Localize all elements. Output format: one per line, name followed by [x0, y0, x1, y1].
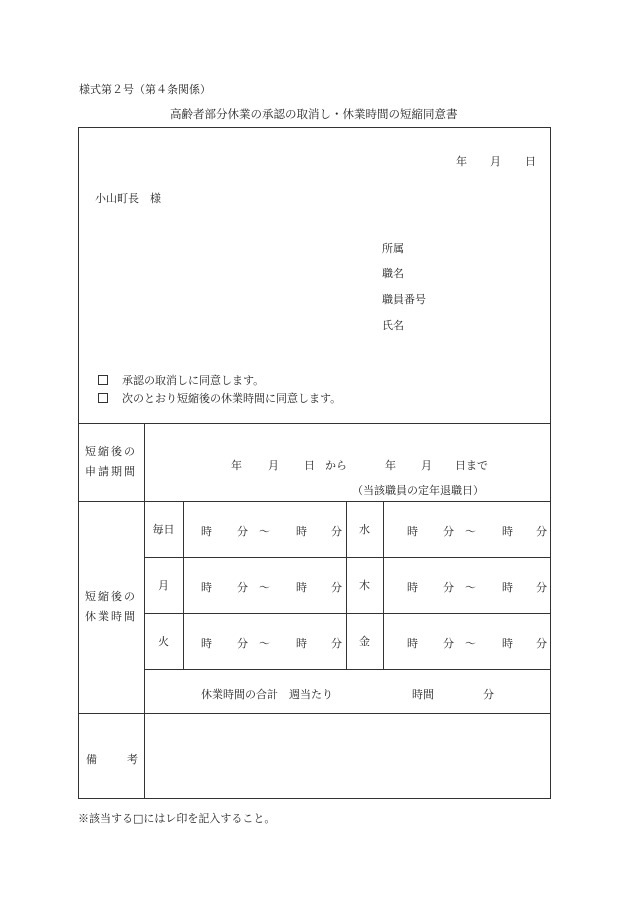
field-position: 職名: [382, 267, 404, 280]
end-day: 日まで: [455, 459, 488, 472]
option-shorten-label: 次のとおり短縮後の休業時間に同意します。: [122, 392, 342, 405]
end-year: 年: [385, 459, 396, 472]
time-minute: 分: [443, 525, 454, 538]
time-hour: 時: [502, 637, 513, 650]
time-minute: 分: [331, 525, 342, 538]
hours-label-line1: 短縮後の: [85, 590, 137, 603]
time-tilde: ～: [259, 525, 270, 538]
remarks-label-1: 備: [86, 753, 97, 766]
time-minute: 分: [237, 637, 248, 650]
hours-label-line2: 休業時間: [85, 610, 137, 623]
day-cell-left: 火: [158, 635, 169, 648]
weekly-total-label: 休業時間の合計 週当たり: [201, 688, 333, 701]
day-cell-left: 月: [158, 579, 169, 592]
time-tilde: ～: [465, 581, 476, 594]
start-month: 月: [268, 459, 279, 472]
option-cancel: [98, 372, 264, 388]
time-tilde: ～: [465, 525, 476, 538]
day-cell-right: 金: [359, 635, 370, 648]
time-tilde: ～: [259, 637, 270, 650]
date-month-label: 月: [490, 155, 501, 168]
time-hour: 時: [502, 525, 513, 538]
field-affiliation: 所属: [382, 242, 404, 255]
document-title: 高齢者部分休業の承認の取消し・休業時間の短縮同意書: [170, 107, 458, 121]
divider: [383, 501, 384, 669]
time-hour: 時: [407, 525, 418, 538]
time-minute: 分: [237, 525, 248, 538]
time-minute: 分: [536, 525, 547, 538]
time-minute: 分: [536, 581, 547, 594]
option-cancel-label: 承認の取消しに同意します。: [122, 374, 265, 387]
time-hour: 時: [201, 581, 212, 594]
time-minute: 分: [443, 581, 454, 594]
day-cell-right: 木: [359, 579, 370, 592]
period-label-line1: 短縮後の: [85, 445, 137, 458]
retirement-note: （当該職員の定年退職日）: [352, 484, 484, 497]
checkbox-shorten[interactable]: [98, 393, 108, 403]
option-shorten: [98, 390, 341, 406]
period-label: [78, 423, 144, 501]
time-hour: 時: [296, 525, 307, 538]
divider: [78, 423, 551, 424]
time-hour: 時: [296, 637, 307, 650]
form-number: 様式第２号（第４条関係）: [79, 83, 211, 96]
start-suffix: から: [325, 459, 347, 472]
date-year-label: 年: [456, 155, 467, 168]
divider: [78, 713, 551, 714]
start-day: 日: [304, 459, 315, 472]
time-hour: 時: [201, 525, 212, 538]
divider: [183, 501, 184, 669]
start-year: 年: [231, 459, 242, 472]
time-minute: 分: [443, 637, 454, 650]
time-tilde: ～: [259, 581, 270, 594]
field-name: 氏名: [382, 319, 404, 332]
remarks-label-2: 考: [127, 753, 138, 766]
day-cell-right: 水: [359, 523, 370, 536]
time-minute: 分: [536, 637, 547, 650]
day-cell-left: 毎日: [152, 523, 175, 536]
period-label-line2: 申請期間: [85, 465, 137, 478]
time-hour: 時: [296, 581, 307, 594]
time-minute: 分: [331, 581, 342, 594]
weekly-total-hour: 時間: [412, 688, 434, 701]
divider: [144, 669, 551, 670]
time-hour: 時: [407, 637, 418, 650]
time-minute: 分: [237, 581, 248, 594]
time-hour: 時: [502, 581, 513, 594]
field-employee-number: 職員番号: [382, 293, 426, 306]
time-hour: 時: [201, 637, 212, 650]
checkbox-cancel[interactable]: [98, 375, 108, 385]
time-minute: 分: [331, 637, 342, 650]
addressee: 小山町長 様: [95, 192, 161, 205]
hours-label: [78, 501, 144, 713]
date-day-label: 日: [525, 155, 536, 168]
weekly-total-minute: 分: [483, 688, 494, 701]
end-month: 月: [421, 459, 432, 472]
time-tilde: ～: [465, 637, 476, 650]
time-hour: 時: [407, 581, 418, 594]
footnote: ※該当する□にはレ印を記入すること。: [78, 812, 276, 825]
